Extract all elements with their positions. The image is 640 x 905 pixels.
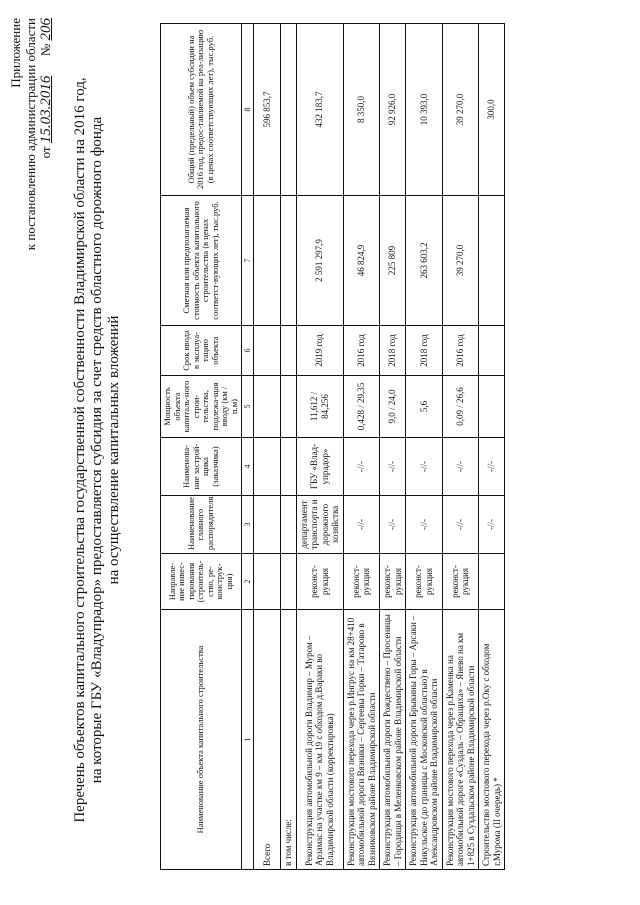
- direction: реконст-рукция: [343, 554, 380, 610]
- col-number: 6: [242, 326, 254, 376]
- header-term: Срок ввода в эксплуа-тацию объекта: [161, 326, 242, 376]
- table-row: [296, 24, 343, 870]
- subsidy: 300,0: [479, 24, 505, 196]
- including-row: [281, 24, 297, 870]
- capacity: 0,428 / 29,35: [343, 376, 380, 438]
- capacity: 11,612 / 84,256: [296, 376, 343, 438]
- developer: ГБУ «Влад-упрадор»: [296, 438, 343, 496]
- appendix-label: Приложение: [8, 18, 23, 88]
- term: 2019 год: [296, 326, 343, 376]
- developer: -//-: [442, 438, 479, 496]
- developer: -//-: [479, 438, 505, 496]
- cost: 39 270,0: [442, 196, 479, 326]
- developer: -//-: [406, 438, 443, 496]
- direction: реконст-рукция: [296, 554, 343, 610]
- table-row: [343, 24, 380, 870]
- col-number: 1: [242, 610, 254, 870]
- table-row: [406, 24, 443, 870]
- cost: 2 591 297,9: [296, 196, 343, 326]
- table-row: [380, 24, 406, 870]
- appendix-header: [8, 18, 54, 348]
- document-title: [72, 35, 123, 865]
- subsidy: 10 393,0: [406, 24, 443, 196]
- object-name: Строительство мостового перехода через р.Оку с обходом г.Мурома (II очередь) *: [479, 610, 505, 870]
- capacity: 0,09 / 26,6: [442, 376, 479, 438]
- developer: -//-: [380, 438, 406, 496]
- term: 2018 год: [406, 326, 443, 376]
- developer: -//-: [343, 438, 380, 496]
- distributor: -//-: [479, 496, 505, 554]
- total-row: [254, 24, 281, 870]
- table-header-row: [161, 24, 242, 870]
- col-number: 7: [242, 196, 254, 326]
- col-number: 3: [242, 496, 254, 554]
- total-label: Всего: [254, 610, 281, 870]
- decree-number: 206: [38, 18, 54, 41]
- distributor: -//-: [380, 496, 406, 554]
- table-row: [442, 24, 479, 870]
- cost: 225 809: [380, 196, 406, 326]
- col-number: 5: [242, 376, 254, 438]
- object-name: Реконструкция мостового перехода через р.Ингрус на км 28+410 автомобильной дороги Вязники – Сергеевы Горки – Татарово в Вязниковском районе Владимирской области: [343, 610, 380, 870]
- cost: 46 824,9: [343, 196, 380, 326]
- subsidy: 432 183,7: [296, 24, 343, 196]
- subsidy: 92 926,0: [380, 24, 406, 196]
- distributor: -//-: [406, 496, 443, 554]
- term: 2018 год: [380, 326, 406, 376]
- direction: [479, 554, 505, 610]
- header-object-name: Наименование объекта капитального строительства: [161, 610, 242, 870]
- header-subsidy: Общий (предельный) объем субсидии на 2016 год, предос-тавляемой на реа-лизацию (в ценах соответствующих лет), тыс.руб.: [161, 24, 242, 196]
- col-number: 2: [242, 554, 254, 610]
- direction: реконст-рукция: [380, 554, 406, 610]
- object-name: Реконструкция автомобильной дороги Брыкины Горы – Арсаки – Никульское (до границы с Московской областью) в Александровском районе Владимирской области: [406, 610, 443, 870]
- term: [479, 326, 505, 376]
- table-row: [479, 24, 505, 870]
- capacity: [479, 376, 505, 438]
- number-label: №: [38, 43, 53, 57]
- header-distributor: Наименование главного распорядителя: [161, 496, 242, 554]
- subsidy: 39 270,0: [442, 24, 479, 196]
- header-capacity: Мощность объекта капиталь-ного строи-тельства, подлежа-щая вводу (км / п.м): [161, 376, 242, 438]
- title-line-3: на осуществление капитальных вложений: [106, 315, 122, 585]
- term: 2016 год: [343, 326, 380, 376]
- column-number-row: [242, 24, 254, 870]
- distributor: -//-: [442, 496, 479, 554]
- appendix-decree: к постановлению администрации области: [23, 18, 38, 251]
- cost: 263 603,2: [406, 196, 443, 326]
- title-line-2: на которые ГБУ «Владупрадор» предоставляется субсидия за счет средств областного дорожного фонда: [89, 116, 105, 784]
- object-name: Реконструкция автомобильной дороги Владимир – Муром – Арзамас на участке км 9 – км 19 с обходом д.Вараки во Владимирской области (корректировка): [296, 610, 343, 870]
- object-name: Реконструкция автомобильной дороги Рождествено – Просеницы – Городищи в Меленковском районе Владимирской области: [380, 610, 406, 870]
- including-label: в том числе:: [281, 610, 297, 870]
- cost: [479, 196, 505, 326]
- distributor: -//-: [343, 496, 380, 554]
- decree-date: 15.03.2016: [38, 75, 54, 144]
- distributor: департамент транспорта и дорожного хозяйства: [296, 496, 343, 554]
- direction: реконст-рукция: [406, 554, 443, 610]
- header-cost: Сметная или предполагаемая стоимость объекта капитального строительства (в ценах соответст-вующих лет), тыс.руб.: [161, 196, 242, 326]
- capacity: 9,0 / 24,0: [380, 376, 406, 438]
- title-line-1: Перечень объектов капитального строительства государственной собственности Владимирской области на 2016 год,: [72, 77, 88, 823]
- appendix-date-line: [38, 18, 54, 348]
- header-developer: Наименова-ние застрой-щика (заказчика): [161, 438, 242, 496]
- direction: реконст-рукция: [442, 554, 479, 610]
- capacity: 5,6: [406, 376, 443, 438]
- header-direction: Направле-ние инвес-тирования (строитель-ство, ре-конструк-ция): [161, 554, 242, 610]
- object-name: Реконструкция мостового перехода через р.Каменка на автомобильной дороге «Суздаль – Обращиха» – Янево на км 1+825 в Суздальском районе Владимирской области: [442, 610, 479, 870]
- date-from-label: от: [38, 146, 53, 159]
- term: 2016 год: [442, 326, 479, 376]
- total-subsidy: 596 853,7: [254, 24, 281, 196]
- col-number: 4: [242, 438, 254, 496]
- subsidy: 8 350,0: [343, 24, 380, 196]
- objects-table: [160, 23, 505, 870]
- col-number: 8: [242, 24, 254, 196]
